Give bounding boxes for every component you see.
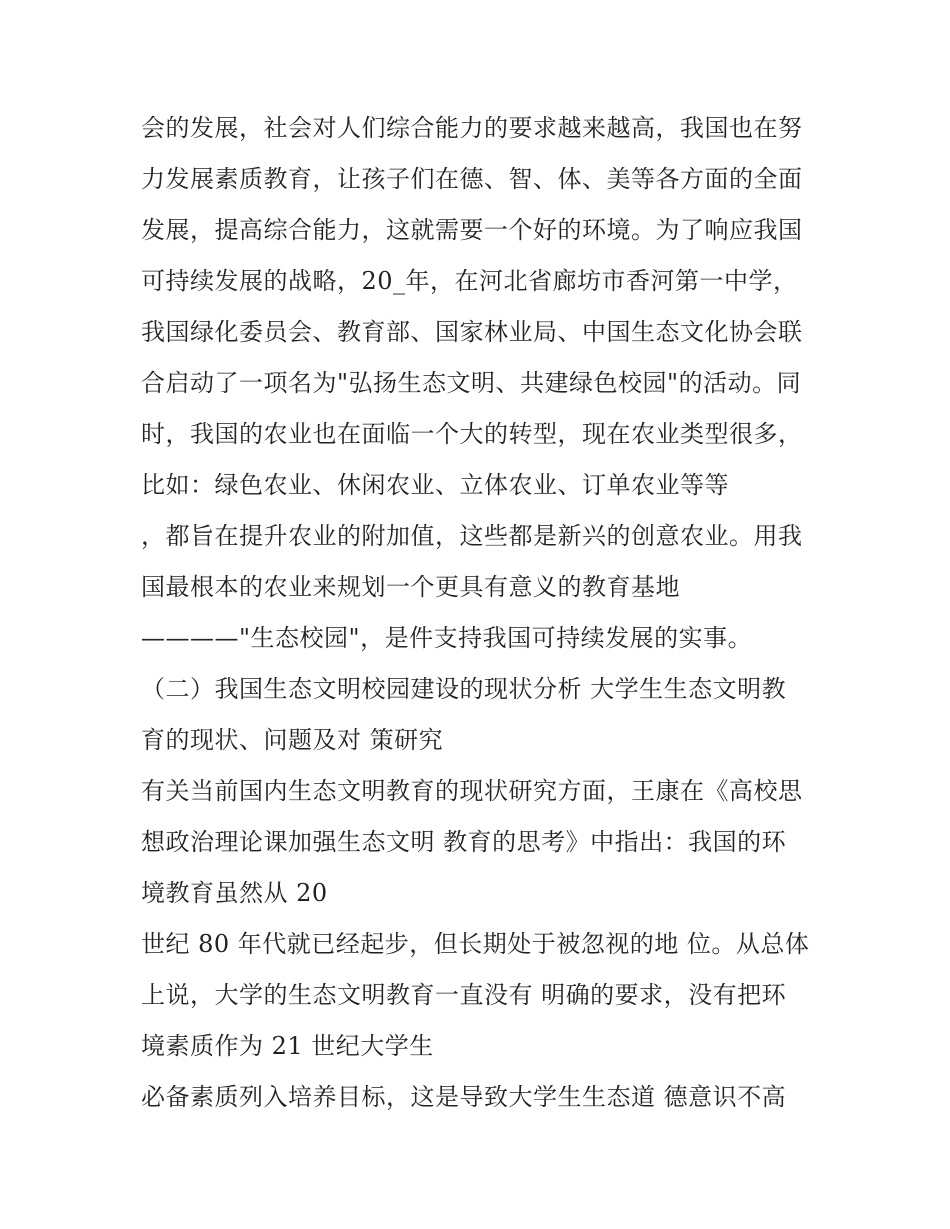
text-line-2: 力发展素质教育，让孩子们在德、智、体、美等各方面的全面 bbox=[141, 165, 803, 193]
text-line-4: 可持续发展的战略，20_年，在河北省廊坊市香河第一中学， bbox=[141, 267, 798, 295]
section-heading-line-1: （二）我国生态文明校园建设的现状分析 大学生生态文明教 bbox=[141, 675, 787, 703]
text-line-11: ————"生态校园"，是件支持我国可持续发展的实事。 bbox=[141, 624, 753, 652]
text-line-8: 比如：绿色农业、休闲农业、立体农业、订单农业等等 bbox=[141, 471, 729, 499]
text-line-16: 境教育虽然从 20 bbox=[141, 879, 328, 907]
text-line-15: 想政治理论课加强生态文明 教育的思考》中指出：我国的环 bbox=[141, 828, 787, 856]
text-line-20: 必备素质列入培养目标，这是导致大学生生态道 德意识不高 bbox=[141, 1083, 787, 1111]
text-line-3: 发展，提高综合能力，这就需要一个好的环境。为了响应我国 bbox=[141, 216, 803, 244]
body-text bbox=[141, 103, 821, 1123]
text-line-19: 境素质作为 21 世纪大学生 bbox=[141, 1032, 434, 1060]
text-line-6: 合启动了一项名为"弘扬生态文明、共建绿色校园"的活动。同 bbox=[141, 369, 802, 397]
text-line-17: 世纪 80 年代就已经起步，但长期处于被忽视的地 位。从总体 bbox=[141, 930, 810, 958]
text-line-1: 会的发展，社会对人们综合能力的要求越来越高，我国也在努 bbox=[141, 114, 803, 142]
text-line-5: 我国绿化委员会、教育部、国家林业局、中国生态文化协会联 bbox=[141, 318, 803, 346]
text-line-10: 国最根本的农业来规划一个更具有意义的教育基地 bbox=[141, 573, 680, 601]
section-heading-line-2: 育的现状、问题及对 策研究 bbox=[141, 726, 444, 754]
text-line-18: 上说，大学的生态文明教育一直没有 明确的要求，没有把环 bbox=[141, 981, 787, 1009]
text-line-9: ，都旨在提升农业的附加值，这些都是新兴的创意农业。用我 bbox=[141, 522, 803, 550]
text-line-14: 有关当前国内生态文明教育的现状研究方面，王康在《高校思 bbox=[141, 777, 803, 805]
text-line-7: 时，我国的农业也在面临一个大的转型，现在农业类型很多， bbox=[141, 420, 803, 448]
